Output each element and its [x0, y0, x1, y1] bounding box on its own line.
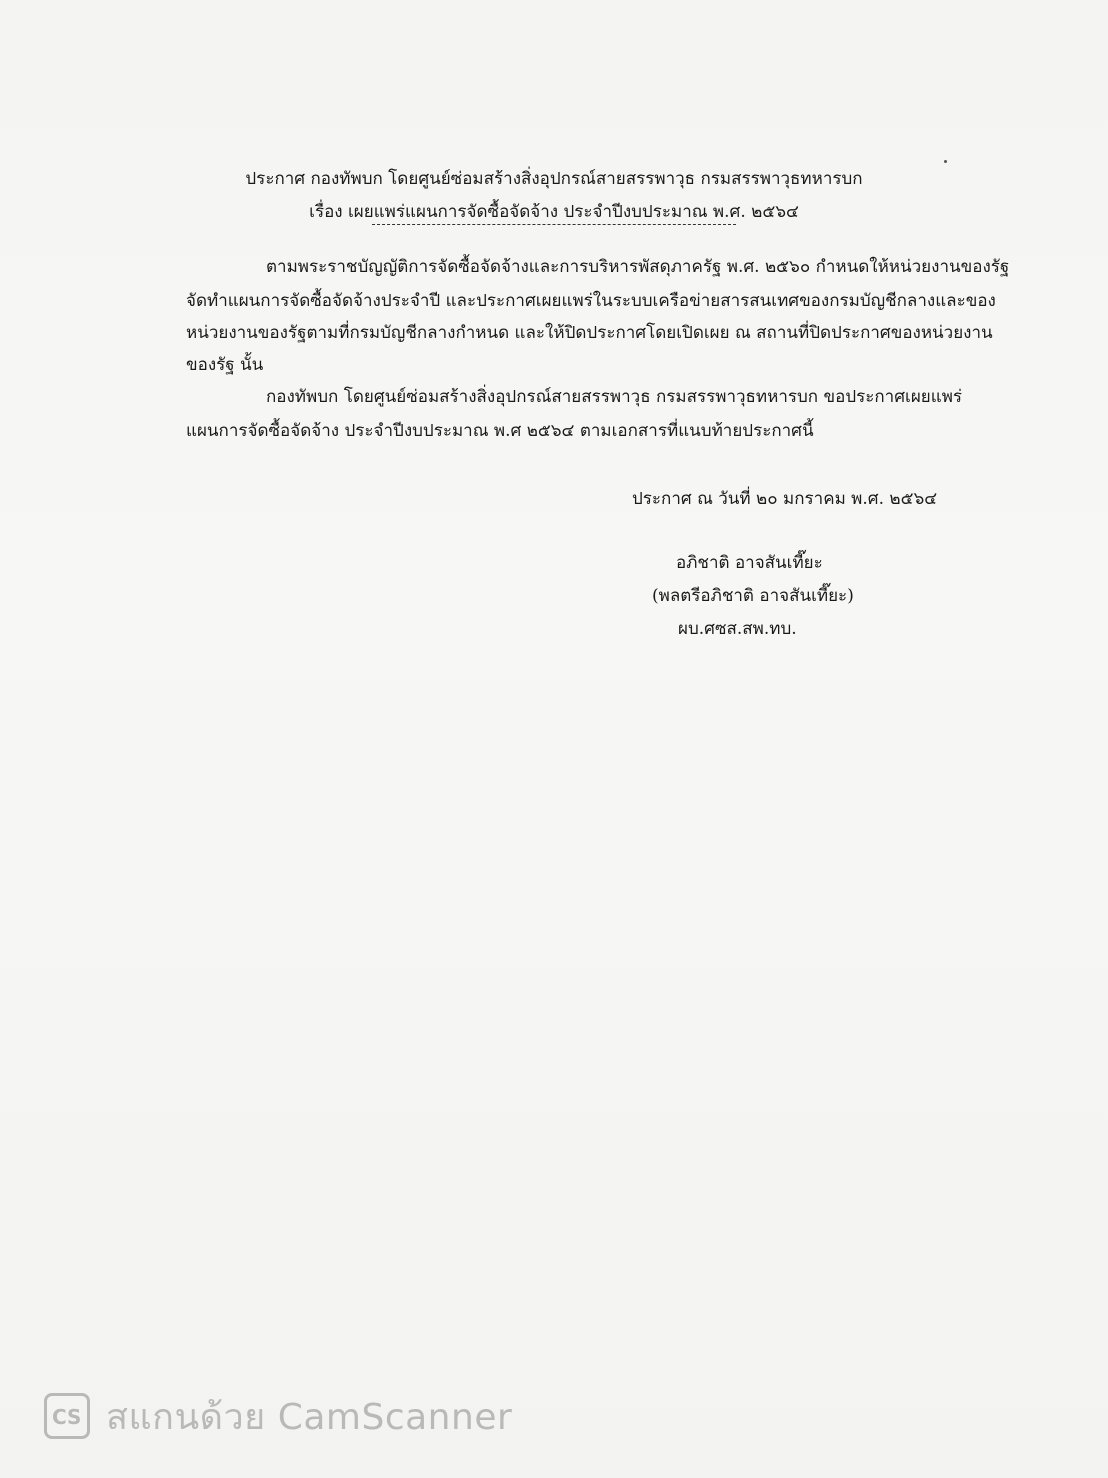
paragraph2-line1: กองทัพบก โดยศูนย์ซ่อมสร้างสิ่งอุปกรณ์สายสรรพาวุธ กรมสรรพาวุธทหารบก ขอประกาศเผยแพร่	[266, 387, 963, 407]
announcement-date: ประกาศ ณ วันที่ ๒๐ มกราคม พ.ศ. ๒๕๖๔	[632, 489, 938, 509]
signature-position: ผบ.ศซส.สพ.ทบ.	[678, 619, 797, 639]
signature-full-name: (พลตรีอภิชาติ อาจสันเที๊ยะ)	[652, 586, 854, 606]
camscanner-logo-icon	[44, 1393, 90, 1439]
scan-speck	[944, 160, 947, 163]
watermark-text: สแกนด้วย CamScanner	[106, 1396, 513, 1438]
paragraph1-line4: ของรัฐ นั้น	[186, 355, 264, 375]
paragraph1-line1: ตามพระราชบัญญัติการจัดซื้อจัดจ้างและการบริหารพัสดุภาครัฐ พ.ศ. ๒๕๖๐ กำหนดให้หน่วยงานของรัฐ	[266, 257, 1010, 277]
svg-text:CS: CS	[52, 1405, 82, 1428]
paragraph1-line2: จัดทำแผนการจัดซื้อจัดจ้างประจำปี และประกาศเผยแพร่ในระบบเครือข่ายสารสนเทศของกรมบัญชีกลางและของ	[186, 291, 996, 311]
title-divider	[372, 224, 736, 225]
announcement-title: ประกาศ กองทัพบก โดยศูนย์ซ่อมสร้างสิ่งอุปกรณ์สายสรรพาวุธ กรมสรรพาวุธทหารบก	[245, 169, 863, 189]
announcement-subject: เรื่อง เผยแพร่แผนการจัดซื้อจัดจ้าง ประจำปีงบประมาณ พ.ศ. ๒๕๖๔	[309, 202, 799, 222]
signature-name: อภิชาติ อาจสันเที๊ยะ	[676, 553, 823, 573]
paragraph2-line2: แผนการจัดซื้อจัดจ้าง ประจำปีงบประมาณ พ.ศ ๒๕๖๔ ตามเอกสารที่แนบท้ายประกาศนี้	[186, 421, 814, 441]
paragraph1-line3: หน่วยงานของรัฐตามที่กรมบัญชีกลางกำหนด และให้ปิดประกาศโดยเปิดเผย ณ สถานที่ปิดประกาศของหน่วยงาน	[186, 323, 993, 343]
camscanner-watermark	[44, 1392, 512, 1440]
